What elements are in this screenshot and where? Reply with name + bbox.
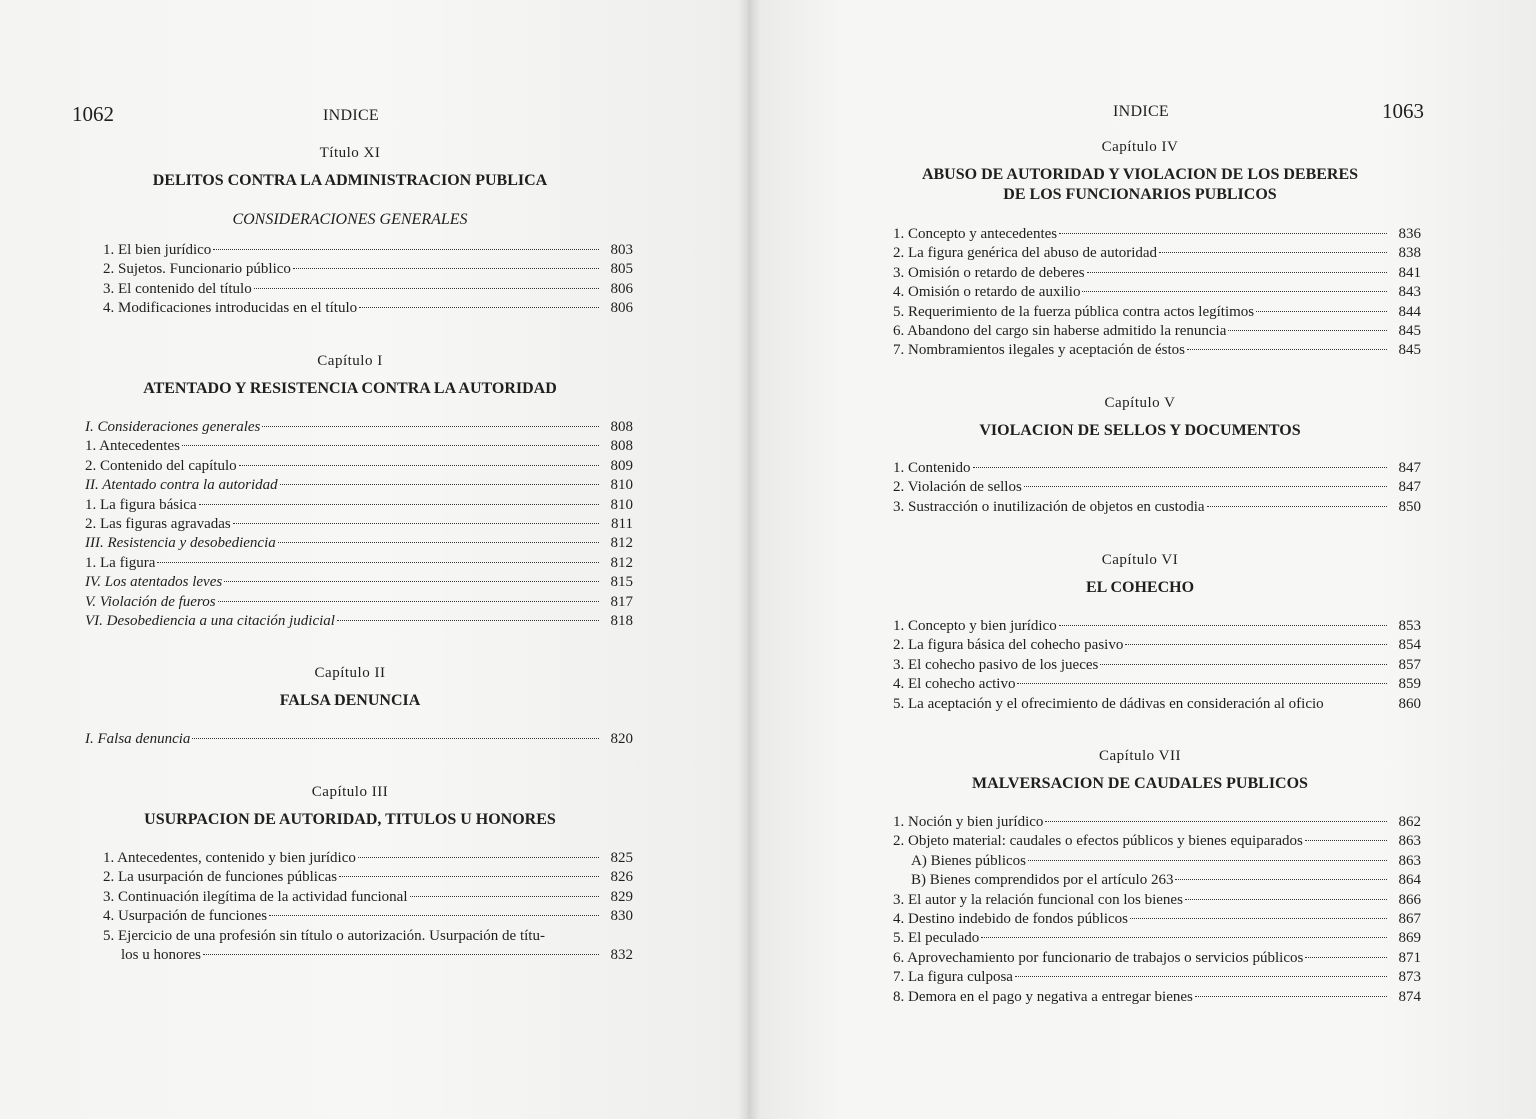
- leader-dots: [192, 738, 599, 739]
- toc-entry-title: 7. Nombramientos ilegales y aceptación de éstos: [893, 342, 1185, 359]
- cap1-title: ATENTADO Y RESISTENCIA CONTRA LA AUTORIDAD: [143, 380, 557, 397]
- toc-entry-page: 864: [1398, 872, 1421, 889]
- toc-entry-page: 806: [610, 280, 633, 297]
- leader-dots: [1305, 957, 1387, 958]
- toc-entry: [893, 911, 1421, 930]
- leader-dots: [218, 601, 599, 602]
- leader-dots: [1256, 311, 1387, 312]
- leader-dots: [1100, 664, 1387, 665]
- toc-entry-page: 810: [610, 477, 633, 494]
- toc-entry-title: 2. La figura básica del cohecho pasivo: [893, 637, 1124, 654]
- toc-entry-title: 4. Omisión o retardo de auxilio: [893, 284, 1081, 301]
- toc-entry-page: 844: [1398, 303, 1421, 320]
- leader-dots: [1125, 644, 1387, 645]
- toc-entry-title: 1. Noción y bien jurídico: [893, 814, 1044, 830]
- leader-dots: [1207, 506, 1387, 507]
- leader-dots: [1059, 625, 1387, 626]
- cap2-label: Capítulo II: [314, 665, 386, 681]
- toc-entry: [893, 853, 1421, 872]
- toc-entry: [893, 323, 1421, 342]
- toc-entry-title: 3. Continuación ilegítima de la actividad funcional: [103, 888, 408, 905]
- cap1-label: Capítulo I: [317, 353, 383, 369]
- book-gutter: [738, 0, 760, 1119]
- cap3-list: [103, 850, 633, 928]
- toc-entry-title: 2. La figura genérica del abuso de autoridad: [893, 245, 1158, 262]
- cap3-title: USURPACION DE AUTORIDAD, TITULOS U HONORES: [144, 811, 556, 828]
- cap5-label: Capítulo V: [1104, 395, 1176, 411]
- toc-entry-title: 7. La figura culposa: [893, 969, 1013, 986]
- toc-entry: [103, 850, 633, 869]
- leader-dots: [1087, 272, 1387, 273]
- toc-entry: [893, 657, 1421, 676]
- toc-entry-page: 850: [1398, 498, 1421, 515]
- toc-entry: [103, 242, 633, 261]
- toc-entry-title: 6. Abandono del cargo sin haberse admitido la renuncia: [893, 322, 1227, 339]
- toc-entry-title: 3. El cohecho pasivo de los jueces: [893, 656, 1099, 673]
- toc-entry-page: 803: [610, 242, 633, 258]
- leader-dots: [1015, 976, 1387, 977]
- cap6-list: [893, 618, 1421, 715]
- toc-entry-title: 4. Usurpación de funciones: [103, 908, 268, 925]
- leader-dots: [1185, 899, 1387, 900]
- leader-dots: [973, 467, 1388, 468]
- toc-entry-title: 1. Contenido: [893, 460, 971, 476]
- cap6-title: EL COHECHO: [1085, 579, 1195, 596]
- toc-entry-title: 1. La figura básica: [85, 496, 197, 513]
- toc-entry-page: 853: [1398, 618, 1421, 634]
- toc-entry: [893, 969, 1421, 988]
- toc-entry-page: 808: [610, 419, 633, 435]
- toc-entry-title: 4. Modificaciones introducidas en el título: [103, 300, 358, 317]
- toc-entry-page: 863: [1398, 833, 1421, 850]
- toc-entry-title: 1. Antecedentes: [85, 438, 180, 455]
- toc-entry-page: 854: [1398, 637, 1421, 654]
- toc-entry-page: 818: [610, 612, 633, 629]
- toc-entry-page: 869: [1398, 930, 1421, 947]
- leader-dots: [358, 857, 599, 858]
- toc-entry-title: 4. Destino indebido de fondos públicos: [893, 910, 1128, 927]
- toc-entry-title: 3. Sustracción o inutilización de objetos en custodia: [893, 498, 1205, 515]
- toc-entry-title: 3. El contenido del título: [103, 280, 252, 297]
- toc-entry-page: 829: [610, 888, 633, 905]
- toc-entry-page: 812: [610, 554, 633, 571]
- toc-entry-title: 5. Requerimiento de la fuerza pública contra actos legítimos: [893, 303, 1255, 320]
- cap2-title: FALSA DENUNCIA: [279, 692, 421, 709]
- toc-entry-page: 845: [1398, 342, 1421, 359]
- toc-entry-page: 825: [610, 850, 633, 866]
- toc-entry: [85, 438, 633, 457]
- toc-entry: [893, 304, 1421, 323]
- leader-dots: [1024, 486, 1387, 487]
- leader-dots: [182, 445, 599, 446]
- leader-dots: [157, 562, 599, 563]
- toc-entry-title: 2. Objeto material: caudales o efectos públicos y bienes equiparados: [893, 833, 1303, 850]
- leader-dots: [280, 484, 599, 485]
- toc-entry: [85, 555, 633, 574]
- leader-dots: [1187, 349, 1387, 350]
- toc-entry-page: 867: [1398, 910, 1421, 927]
- leader-dots: [239, 465, 599, 466]
- toc-entry-title: 5. La aceptación y el ofrecimiento de dádivas en consideración al oficio: [893, 695, 1324, 712]
- leader-dots: [199, 504, 599, 505]
- toc-entry-page: 810: [610, 496, 633, 513]
- cap3-item-5: [103, 928, 633, 967]
- right-page-number: 1063: [1382, 99, 1424, 123]
- toc-entry-title: 3. El autor y la relación funcional con los bienes: [893, 891, 1183, 908]
- consideraciones-heading: CONSIDERACIONES GENERALES: [232, 211, 468, 228]
- cap4-title-line1: ABUSO DE AUTORIDAD Y VIOLACION DE LOS DEBERES: [921, 166, 1359, 183]
- left-running-head: INDICE: [323, 107, 380, 124]
- cap4-list: [893, 226, 1421, 362]
- toc-entry: [85, 574, 633, 593]
- toc-entry-page: 847: [1398, 460, 1421, 476]
- toc-entry-page: 826: [610, 869, 633, 886]
- leader-dots: [981, 937, 1387, 938]
- toc-entry-title: 3. Omisión o retardo de deberes: [893, 264, 1085, 281]
- toc-entry-page: 874: [1398, 988, 1421, 1005]
- toc-entry: [85, 419, 633, 438]
- toc-entry-title: 1. La figura: [85, 554, 156, 571]
- toc-entry-page: 857: [1398, 656, 1421, 673]
- cap4-label: Capítulo IV: [1101, 139, 1179, 155]
- leader-dots: [339, 876, 599, 877]
- cap2-list: [85, 731, 633, 750]
- toc-entry: [85, 516, 633, 535]
- toc-entry-page: 847: [1398, 479, 1421, 496]
- toc-entry-page: 836: [1398, 226, 1421, 242]
- toc-entry-title: 2. Sujetos. Funcionario público: [103, 261, 291, 278]
- toc-entry: [893, 930, 1421, 949]
- toc-entry-title: 2. Violación de sellos: [893, 479, 1022, 496]
- toc-entry: [103, 281, 633, 300]
- consideraciones-list: [103, 242, 633, 320]
- toc-entry-page: 845: [1398, 322, 1421, 339]
- titulo-heading: DELITOS CONTRA LA ADMINISTRACION PUBLICA: [152, 172, 548, 189]
- toc-entry: [85, 458, 633, 477]
- toc-entry-page: 815: [610, 574, 633, 591]
- toc-entry: [893, 814, 1421, 833]
- right-running-head: INDICE: [1113, 103, 1170, 120]
- leader-dots: [1045, 821, 1387, 822]
- toc-entry-title: 8. Demora en el pago y negativa a entregar bienes: [893, 988, 1193, 1005]
- leader-dots: [262, 426, 599, 427]
- cap7-label: Capítulo VII: [1099, 748, 1181, 764]
- toc-entry: [85, 535, 633, 554]
- toc-entry: [85, 477, 633, 496]
- toc-entry: [893, 342, 1421, 361]
- toc-entry-title: 2. Contenido del capítulo: [85, 457, 237, 474]
- toc-entry: [893, 479, 1421, 498]
- toc-entry-title: IV. Los atentados leves: [85, 574, 223, 591]
- leader-dots: [1130, 918, 1387, 919]
- cap6-label: Capítulo VI: [1101, 552, 1179, 568]
- toc-entry-page: 841: [1398, 264, 1421, 281]
- toc-entry: [893, 637, 1421, 656]
- cap7-title: MALVERSACION DE CAUDALES PUBLICOS: [972, 775, 1308, 792]
- toc-entry-title: B) Bienes comprendidos por el artículo 263: [911, 872, 1174, 889]
- toc-entry-title: V. Violación de fueros: [85, 593, 216, 610]
- cap5-list: [893, 460, 1421, 518]
- toc-entry-page: 812: [610, 535, 633, 552]
- toc-entry-page: 866: [1398, 891, 1421, 908]
- toc-entry-page: 871: [1398, 949, 1421, 966]
- toc-entry-page: 830: [610, 908, 633, 925]
- toc-entry-page: 811: [611, 515, 633, 532]
- toc-entry-title: III. Resistencia y desobediencia: [85, 535, 276, 552]
- leader-dots: [337, 620, 599, 621]
- leader-dots: [1228, 330, 1387, 331]
- cap1-list: [85, 419, 633, 632]
- toc-entry-page: 863: [1398, 852, 1421, 869]
- toc-entry-title: 1. Concepto y antecedentes: [893, 226, 1058, 242]
- toc-entry: [893, 618, 1421, 637]
- cap7-list: [893, 814, 1421, 1008]
- leader-dots: [1159, 252, 1387, 253]
- leader-dots: [410, 896, 600, 897]
- toc-entry-title: VI. Desobediencia a una citación judicial: [85, 612, 335, 629]
- toc-entry: [893, 265, 1421, 284]
- titulo-label: Título XI: [319, 145, 381, 161]
- leader-dots: [1017, 683, 1387, 684]
- leader-dots: [254, 288, 599, 289]
- leader-dots: [278, 542, 599, 543]
- toc-entry-page: 806: [610, 300, 633, 317]
- toc-entry-page: 838: [1398, 245, 1421, 262]
- toc-entry-page: 805: [610, 261, 633, 278]
- toc-entry-title: A) Bienes públicos: [911, 852, 1026, 869]
- toc-entry-title: 1. Concepto y bien jurídico: [893, 618, 1057, 634]
- cap3-label: Capítulo III: [311, 784, 389, 800]
- toc-entry: [893, 892, 1421, 911]
- toc-entry: [85, 497, 633, 516]
- left-page-number: 1062: [72, 102, 114, 126]
- toc-entry: [85, 613, 633, 632]
- cap3-item-5-line1: 5. Ejercicio de una profesión sin título o autorización. Usurpación de títu-: [103, 928, 545, 944]
- leader-dots: [1082, 291, 1387, 292]
- toc-entry-page: 808: [610, 438, 633, 455]
- leader-dots: [203, 954, 599, 955]
- cap4-title-line2: DE LOS FUNCIONARIOS PUBLICOS: [1003, 186, 1277, 203]
- leader-dots: [359, 307, 599, 308]
- toc-entry-title: I. Consideraciones generales: [85, 419, 261, 435]
- leader-dots: [293, 268, 599, 269]
- toc-entry-title: 4. El cohecho activo: [893, 676, 1016, 693]
- toc-entry-page: 862: [1398, 814, 1421, 830]
- toc-entry: [893, 499, 1421, 518]
- toc-entry: [85, 594, 633, 613]
- toc-entry-title: 2. Las figuras agravadas: [85, 515, 231, 532]
- toc-entry-page: 809: [610, 457, 633, 474]
- toc-entry: [85, 731, 633, 750]
- toc-entry: [893, 245, 1421, 264]
- toc-entry: [893, 226, 1421, 245]
- toc-entry: [103, 300, 633, 319]
- leader-dots: [1059, 233, 1387, 234]
- cap5-title: VIOLACION DE SELLOS Y DOCUMENTOS: [979, 422, 1301, 439]
- toc-entry-title: 2. La usurpación de funciones públicas: [103, 869, 338, 886]
- toc-entry: [893, 989, 1421, 1008]
- toc-entry-page: 859: [1398, 676, 1421, 693]
- toc-entry-page: 820: [610, 731, 633, 747]
- leader-dots: [1305, 840, 1387, 841]
- toc-entry: [103, 869, 633, 888]
- toc-entry: [893, 460, 1421, 479]
- toc-entry-title: 1. El bien jurídico: [103, 242, 212, 258]
- toc-entry: [893, 950, 1421, 969]
- leader-dots: [213, 249, 599, 250]
- cap3-item-5-page: 832: [610, 947, 633, 964]
- toc-entry: [103, 889, 633, 908]
- leader-dots: [1028, 860, 1387, 861]
- toc-entry-page: 860: [1398, 695, 1421, 712]
- leader-dots: [224, 581, 599, 582]
- toc-entry: [103, 908, 633, 927]
- leader-dots: [1175, 879, 1387, 880]
- toc-entry-page: 817: [610, 593, 633, 610]
- leader-dots: [269, 915, 599, 916]
- toc-entry-title: 1. Antecedentes, contenido y bien jurídico: [103, 850, 356, 866]
- toc-entry: [893, 284, 1421, 303]
- toc-entry-title: II. Atentado contra la autoridad: [85, 477, 278, 494]
- toc-entry: [893, 696, 1421, 715]
- leader-dots: [1195, 996, 1387, 997]
- toc-entry-title: I. Falsa denuncia: [85, 731, 191, 747]
- toc-entry: [893, 872, 1421, 891]
- toc-entry-page: 873: [1398, 969, 1421, 986]
- toc-entry-page: 843: [1398, 284, 1421, 301]
- toc-entry: [893, 833, 1421, 852]
- toc-entry: [893, 676, 1421, 695]
- toc-entry-title: 5. El peculado: [893, 930, 980, 947]
- leader-dots: [233, 523, 599, 524]
- cap3-item-5-line2: los u honores: [121, 947, 201, 964]
- toc-entry: [103, 261, 633, 280]
- toc-entry-title: 6. Aprovechamiento por funcionario de trabajos o servicios públicos: [893, 949, 1304, 966]
